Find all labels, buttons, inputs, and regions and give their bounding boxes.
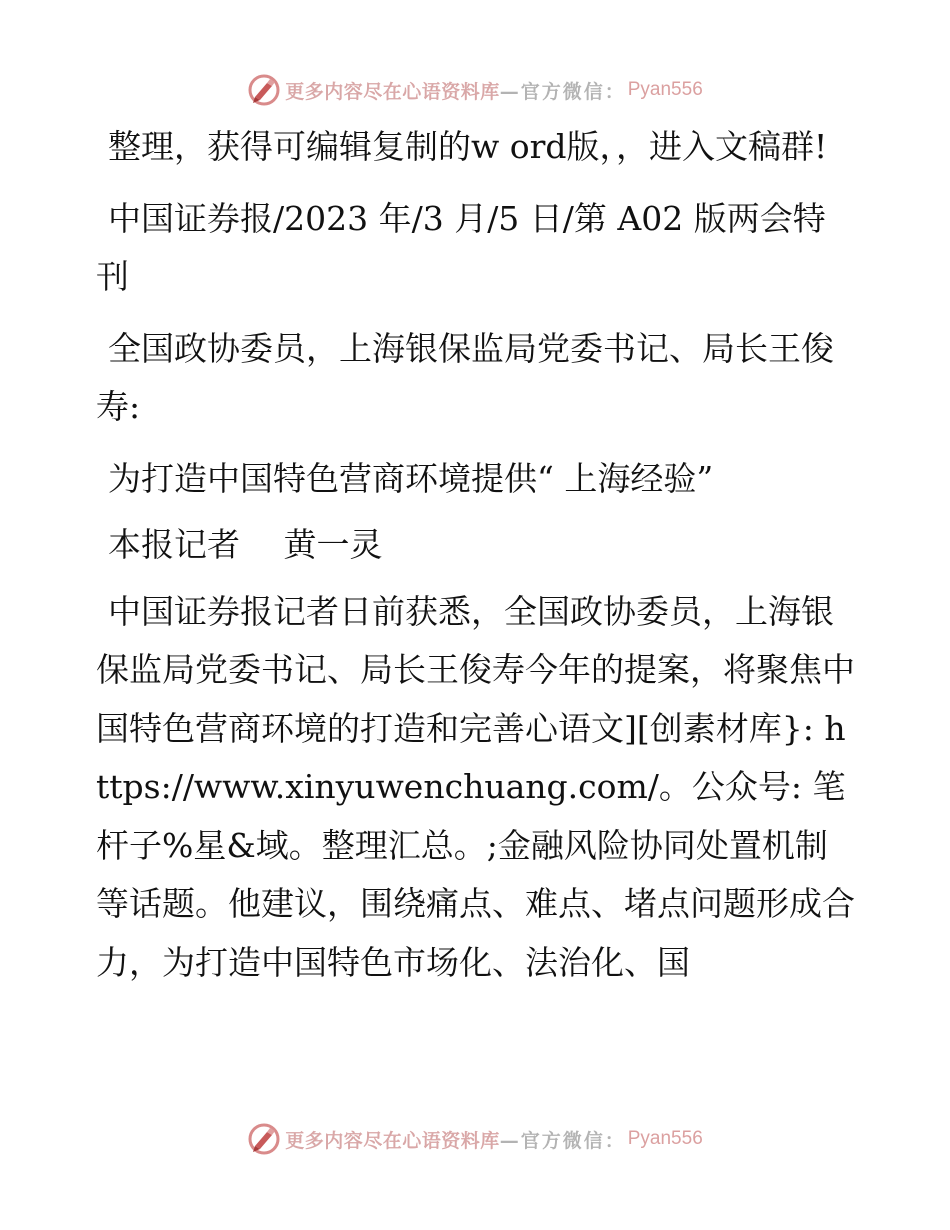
- pen-logo-icon: [247, 73, 281, 107]
- footer-contact-id: Pyan556: [627, 1128, 703, 1149]
- article-body-paragraph: 中国证券报记者日前获悉，全国政协委员，上海银保监局党委书记、局长王俊寿今年的提案，将聚焦中国特色营商环境的打造和完善心语文][创素材库}: https://www.xinyuwenchuang.com/。公众号: 笔杆子%星&域。整理汇总。;金融风险协同处置机制等话题。他建议，围绕痛点、难点、堵点问题形成合力，为打造中国特色市场化、法治化、国: [96, 591, 855, 982]
- article-byline: 本报记者 黄一灵: [108, 525, 383, 564]
- intro-note: 整理，获得可编辑复制的w ord版，，进入文稿群!: [108, 127, 828, 166]
- article-headline: 为打造中国特色营商环境提供“ 上海经验”: [108, 458, 714, 498]
- pen-logo-icon: [247, 1122, 281, 1156]
- header-contact-id: Pyan556: [627, 79, 703, 100]
- header-contact-label: —官方微信：: [499, 80, 626, 103]
- footer-contact-label: —官方微信：: [499, 1129, 626, 1152]
- footer-promo-text: 更多内容尽在心语资料库: [285, 1129, 500, 1152]
- document-body: [96, 118, 856, 1005]
- header-promo-text: 更多内容尽在心语资料库: [285, 80, 500, 103]
- header-watermark-banner: [0, 70, 950, 110]
- source-line: 中国证券报/2023 年/3 月/5 日/第 A02 版两会特刊: [96, 198, 826, 296]
- footer-watermark-banner: [0, 1119, 950, 1159]
- article-subtitle: 全国政协委员，上海银保监局党委书记、局长王俊寿:: [96, 328, 834, 426]
